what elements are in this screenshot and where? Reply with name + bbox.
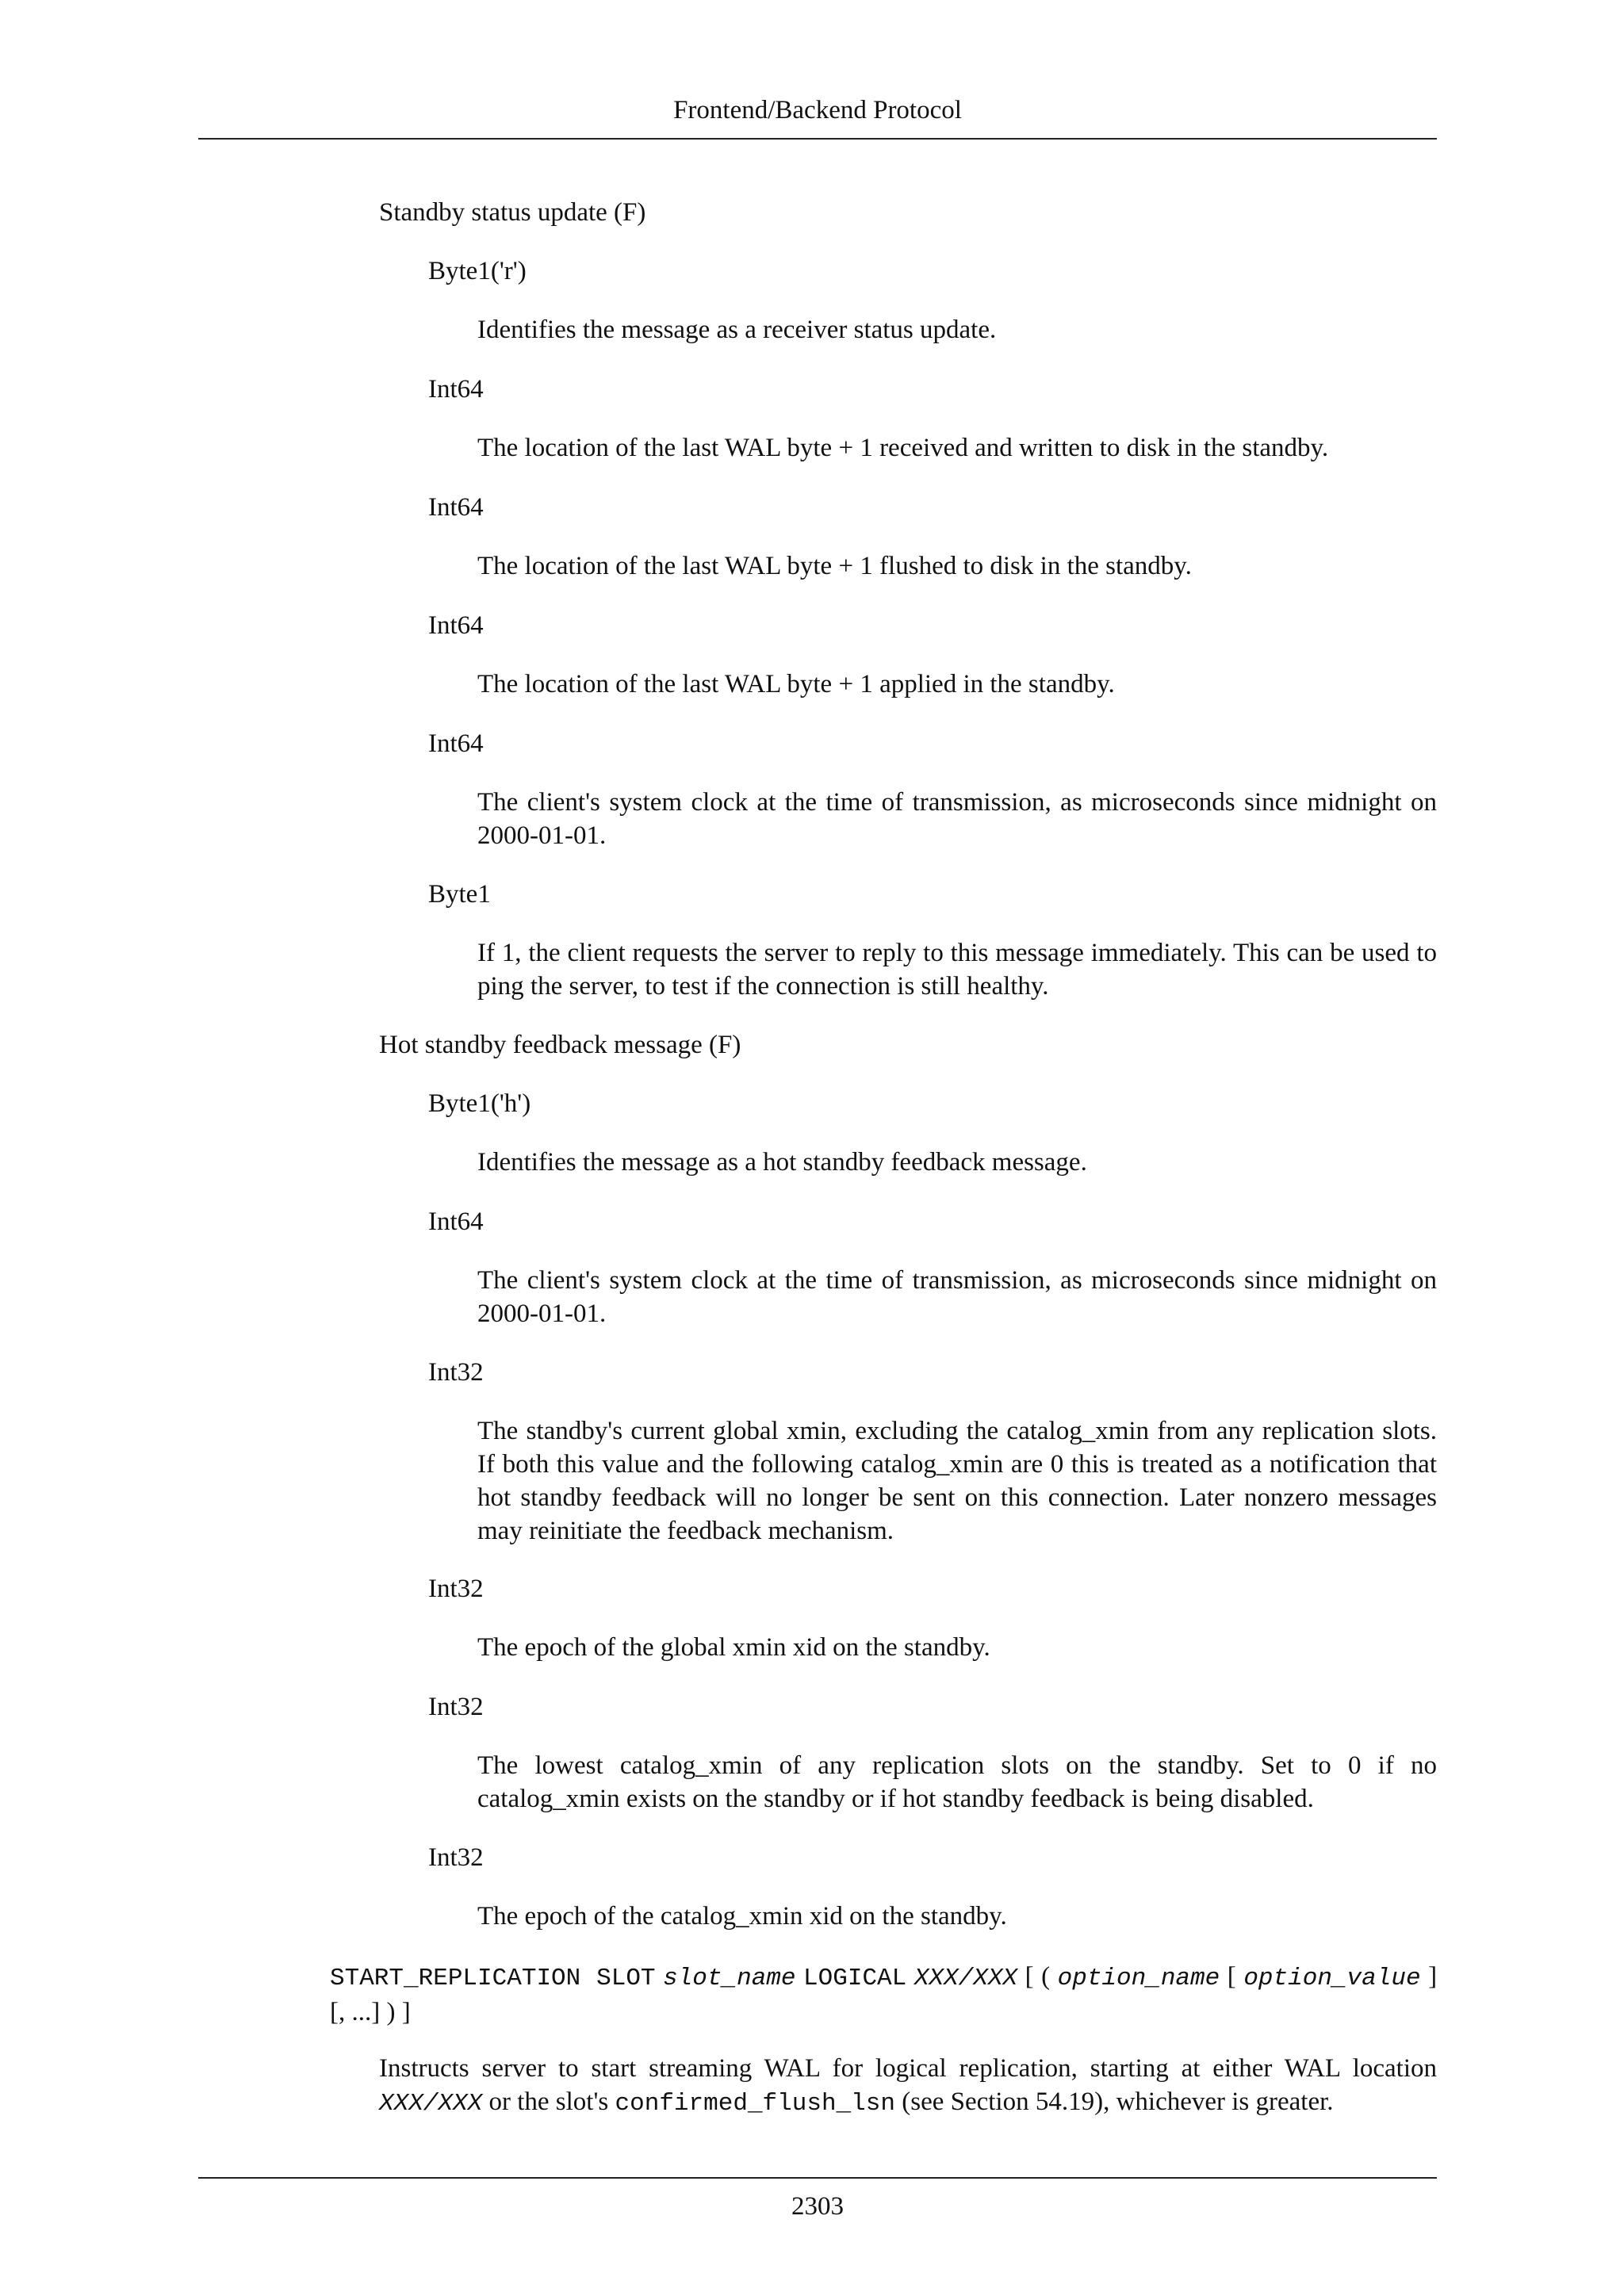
field-type: Byte1('r') (428, 257, 527, 285)
field-description: Identifies the message as a receiver status update. (477, 316, 997, 344)
field-type: Int32 (428, 1693, 484, 1721)
field-description: The location of the last WAL byte + 1 applied in the standby. (477, 670, 1115, 698)
command-keyword: START_REPLICATION SLOT (330, 1965, 656, 1992)
field-description: If 1, the client requests the server to reply to this message immediately. This can be used to ping the server, to test if the connection is still healthy. (477, 939, 1437, 1001)
field-type: Byte1('h') (428, 1089, 531, 1118)
field-type: Int64 (428, 375, 484, 404)
message-title-hot-standby: Hot standby feedback message (F) (379, 1031, 741, 1059)
synopsis-bracket: [ (1227, 1962, 1236, 1991)
command-keyword: LOGICAL (803, 1965, 907, 1992)
synopsis-bracket: [ ( (1025, 1962, 1051, 1991)
running-header: Frontend/Backend Protocol (673, 96, 962, 124)
field-type: Int64 (428, 1207, 484, 1236)
field-description: The lowest catalog_xmin of any replication slots on the standby. Set to 0 if no catalog_xmin exists on the standby or if hot standby feedback is being disabled. (477, 1751, 1437, 1813)
field-description: The location of the last WAL byte + 1 flushed to disk in the standby. (477, 552, 1192, 580)
code-confirmed-flush-lsn: confirmed_flush_lsn (615, 2090, 895, 2118)
field-type: Int32 (428, 1358, 484, 1387)
page-number: 2303 (791, 2192, 844, 2221)
synopsis-bracket: ] [, ...] ) ] (330, 1962, 1438, 2026)
field-type: Int64 (428, 729, 484, 758)
field-type: Int64 (428, 493, 484, 522)
header-rule (198, 138, 1437, 140)
field-type: Int64 (428, 611, 484, 640)
description-text: or the slot's (488, 2087, 609, 2116)
field-description: The epoch of the global xmin xid on the standby. (477, 1633, 990, 1662)
footer-rule (198, 2177, 1437, 2179)
parameter-location: XXX/XXX (914, 1965, 1018, 1992)
field-description: The standby's current global xmin, excluding the catalog_xmin from any replication slots. If both this value and the following catalog_xmin are 0 this is treated as a notification that hot standby feedback will no longer be sent on this connection. Later nonzero messages may reinitiate the feedback mechanism. (477, 1417, 1437, 1545)
parameter-option-name: option_name (1057, 1965, 1220, 1992)
field-type: Byte1 (428, 880, 491, 909)
message-title-standby-status: Standby status update (F) (379, 198, 646, 227)
parameter-slot-name: slot_name (663, 1965, 796, 1992)
field-description: The location of the last WAL byte + 1 received and written to disk in the standby. (477, 434, 1329, 462)
parameter-location: XXX/XXX (379, 2090, 483, 2118)
field-description: The client's system clock at the time of transmission, as microseconds since midnight on 2000-01-01. (477, 1266, 1437, 1328)
command-synopsis (330, 1960, 1437, 2029)
field-description: The client's system clock at the time of transmission, as microseconds since midnight on 2000-01-01. (477, 788, 1437, 850)
command-description (379, 2052, 1437, 2121)
field-description: The epoch of the catalog_xmin xid on the standby. (477, 1902, 1007, 1931)
description-text: Instructs server to start streaming WAL for logical replication, starting at either WAL location (379, 2054, 1437, 2083)
parameter-option-value: option_value (1243, 1965, 1421, 1992)
field-type: Int32 (428, 1843, 484, 1872)
field-type: Int32 (428, 1575, 484, 1603)
field-description: Identifies the message as a hot standby feedback message. (477, 1148, 1087, 1177)
description-text: (see Section 54.19), whichever is greater. (902, 2087, 1334, 2116)
